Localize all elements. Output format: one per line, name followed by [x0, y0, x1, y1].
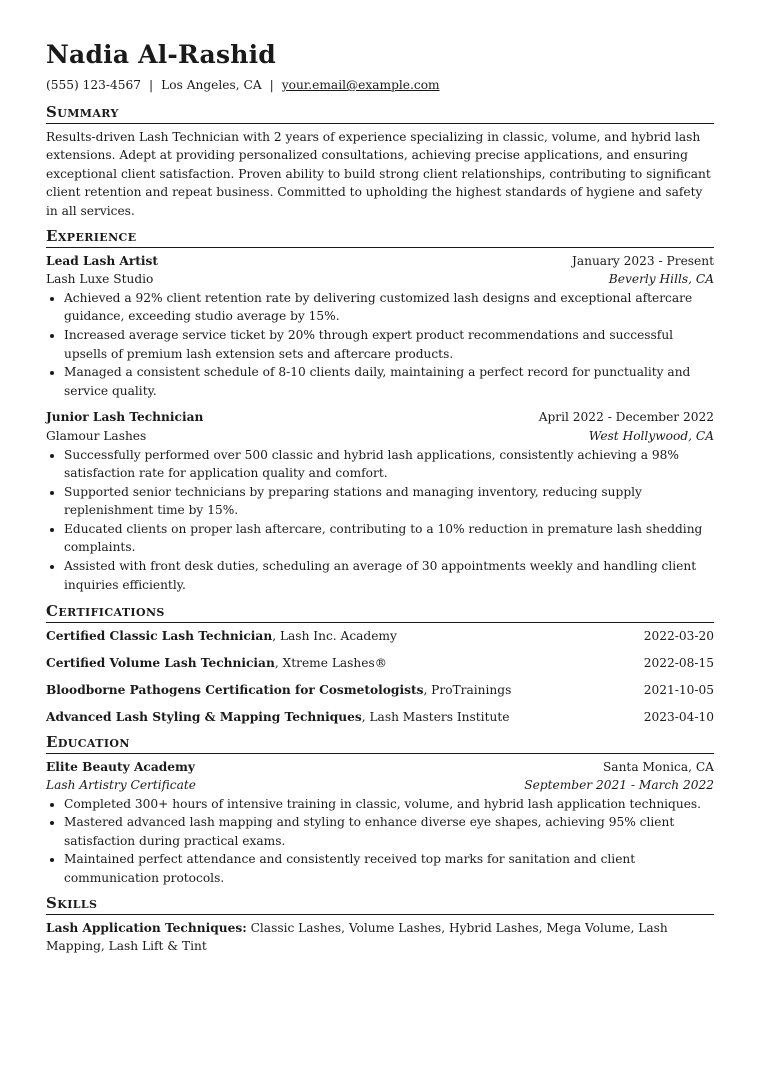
education-subheader: [46, 776, 714, 795]
phone-number: (555) 123-4567: [46, 78, 142, 92]
certifications-list: [46, 627, 714, 726]
certification-item: [46, 654, 714, 673]
education-entry: [46, 758, 714, 888]
list-item: • Mastered advanced lash mapping and styling to enhance diverse eye shapes, achieving 95% client satisfaction during practical exams.: [64, 813, 714, 850]
certification-issuer: , Lash Masters Institute: [361, 709, 510, 724]
section-title-skills: Skills: [46, 894, 714, 915]
list-item: • Supported senior technicians by preparing stations and managing inventory, reducing supply replenishment time by 15%.: [64, 483, 714, 520]
certification-item: [46, 627, 714, 646]
certification-date: 2022-03-20: [643, 629, 714, 644]
contact-separator: |: [149, 78, 154, 92]
certification-item: [46, 708, 714, 727]
location: Los Angeles, CA: [161, 78, 262, 92]
skills-label: Lash Application Techniques:: [46, 920, 247, 935]
list-item: • Completed 300+ hours of intensive training in classic, volume, and hybrid lash application techniques.: [64, 795, 714, 814]
section-title-education: Education: [46, 733, 714, 754]
certification-name: Advanced Lash Styling & Mapping Techniques: [46, 709, 362, 724]
skills-line: [46, 919, 714, 956]
certification-name: Certified Volume Lash Technician: [46, 656, 275, 671]
job-bullets: [46, 446, 714, 595]
candidate-name: Nadia Al-Rashid: [46, 40, 276, 69]
list-item: • Assisted with front desk duties, scheduling an average of 30 appointments weekly and handling client inquiries efficiently.: [64, 557, 714, 594]
certification-date: 2023-04-10: [643, 709, 714, 724]
certification-item: [46, 681, 714, 700]
job-bullets: [46, 289, 714, 401]
job-entry: [46, 252, 714, 401]
school-location: Santa Monica, CA: [602, 759, 714, 774]
school-name: Elite Beauty Academy: [46, 759, 195, 774]
certification-date: 2022-08-15: [643, 656, 714, 671]
job-location: West Hollywood, CA: [588, 428, 714, 443]
list-item: • Maintained perfect attendance and consistently received top marks for sanitation and client communication protocols.: [64, 850, 714, 887]
certification-issuer: , ProTrainings: [423, 683, 512, 698]
education-dates: September 2021 - March 2022: [524, 778, 714, 793]
list-item: • Increased average service ticket by 20% through expert product recommendations and successful upsells of premium lash extension sets and aftercare products.: [64, 326, 714, 363]
education-header: [46, 758, 714, 777]
certification-name: Certified Classic Lash Technician: [46, 629, 273, 644]
job-dates: April 2022 - December 2022: [538, 410, 714, 425]
certification-date: 2021-10-05: [643, 683, 714, 698]
job-entry: [46, 408, 714, 594]
certification-name: Bloodborne Pathogens Certification for Cosmetologists: [46, 683, 424, 698]
education-bullets: [46, 795, 714, 888]
job-company: Glamour Lashes: [46, 428, 147, 443]
list-item: • Managed a consistent schedule of 8-10 clients daily, maintaining a perfect record for punctuality and service quality.: [64, 363, 714, 400]
job-role: Junior Lash Technician: [46, 410, 204, 425]
job-subheader: [46, 270, 714, 289]
certification-issuer: , Lash Inc. Academy: [272, 629, 397, 644]
job-role: Lead Lash Artist: [46, 253, 159, 268]
contact-separator: |: [269, 78, 274, 92]
list-item: • Successfully performed over 500 classic and hybrid lash applications, consistently achieving a 98% satisfaction rate for application quality and comfort.: [64, 446, 714, 483]
job-dates: January 2023 - Present: [571, 253, 714, 268]
section-title-certifications: Certifications: [46, 602, 714, 623]
job-header: [46, 252, 714, 271]
degree-name: Lash Artistry Certificate: [46, 778, 196, 793]
section-title-summary: Summary: [46, 103, 714, 124]
summary-text: Results-driven Lash Technician with 2 years of experience specializing in classic, volume, and hybrid lash extensions. Adept at providing personalized consultations, achieving precise applications, and ensuring exceptional client satisfaction. Proven ability to build strong client relationships, contributing to significant client retention and repeat business. Committed to upholding the highest standards of hygiene and safety in all services.: [46, 129, 711, 218]
job-company: Lash Luxe Studio: [46, 272, 154, 287]
job-location: Beverly Hills, CA: [608, 272, 714, 287]
email-link[interactable]: your.email@example.com: [281, 78, 440, 92]
skills-text: Classic Lashes, Volume Lashes, Hybrid Lashes, Mega Volume, Lash Mapping, Lash Lift & Tint: [46, 920, 668, 954]
contact-line: [46, 76, 714, 95]
job-header: [46, 408, 714, 427]
certification-issuer: , Xtreme Lashes®: [274, 656, 387, 671]
job-subheader: [46, 427, 714, 446]
list-item: • Educated clients on proper lash aftercare, contributing to a 10% reduction in premature lash shedding complaints.: [64, 520, 714, 557]
list-item: • Achieved a 92% client retention rate by delivering customized lash designs and exceptional aftercare guidance, exceeding studio average by 15%.: [64, 289, 714, 326]
section-title-experience: Experience: [46, 227, 714, 248]
